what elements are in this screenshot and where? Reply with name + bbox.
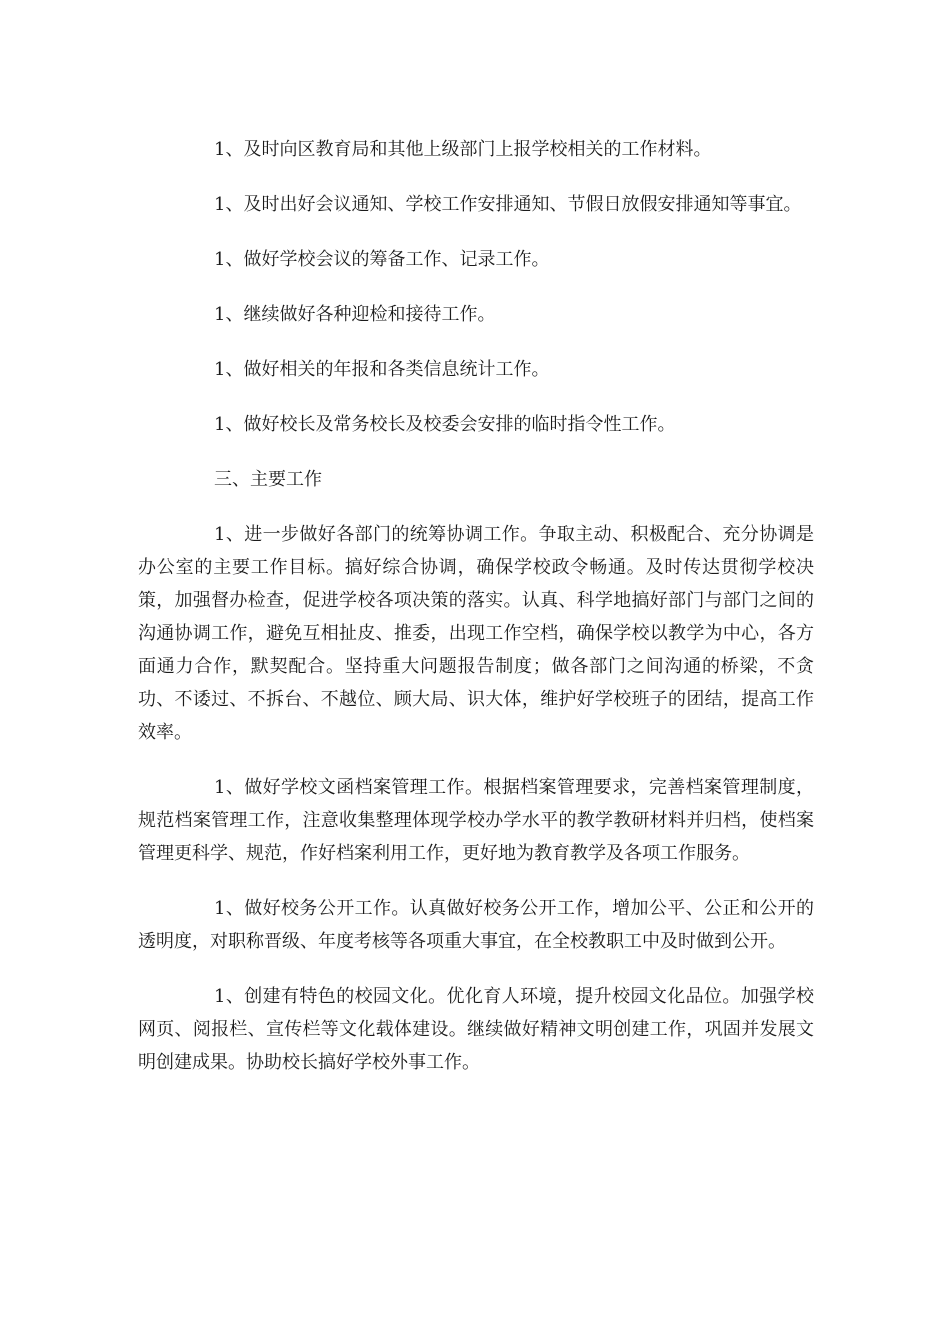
document-body [138,133,814,1079]
paragraph-meeting-preparation: 1、做好学校会议的筹备工作、记录工作。 [214,249,550,270]
paragraph-temporary-tasks: 1、做好校长及常务校长及校委会安排的临时指令性工作。 [214,414,676,435]
paragraph-school-affairs-disclosure: 1、做好校务公开工作。认真做好校务公开工作，增加公平、公正和公开的透明度，对职称晋级、年度考核等各项重大事宜，在全校教职工中及时做到公开。 [138,898,814,952]
paragraph-campus-culture: 1、创建有特色的校园文化。优化育人环境，提升校园文化品位。加强学校网页、阅报栏、宣传栏等文化载体建设。继续做好精神文明创建工作，巩固并发展文明创建成果。协助校长搞好学校外事工作。 [138,986,814,1073]
paragraph-coordination: 1、进一步做好各部门的统筹协调工作。争取主动、积极配合、充分协调是办公室的主要工作目标。搞好综合协调，确保学校政令畅通。及时传达贯彻学校决策，加强督办检查，促进学校各项决策的落实。认真、科学地搞好部门与部门之间的沟通协调工作，避免互相扯皮、推委，出现工作空档，确保学校以教学为中心，各方面通力合作，默契配合。坚持重大问题报告制度；做各部门之间沟通的桥梁，不贪功、不诿过、不拆台、不越位、顾大局、识大体，维护好学校班子的团结，提高工作效率。 [138,524,814,743]
paragraph-report-materials: 1、及时向区教育局和其他上级部门上报学校相关的工作材料。 [214,139,712,160]
section-heading-main-work: 三、主要工作 [214,469,322,490]
paragraph-meeting-notices: 1、及时出好会议通知、学校工作安排通知、节假日放假安排通知等事宜。 [214,194,802,215]
paragraph-archive-management: 1、做好学校文函档案管理工作。根据档案管理要求，完善档案管理制度，规范档案管理工作，注意收集整理体现学校办学水平的教学教研材料并归档，使档案管理更科学、规范，作好档案利用工作，更好地为教育教学及各项工作服务。 [138,777,814,864]
paragraph-inspection-reception: 1、继续做好各种迎检和接待工作。 [214,304,496,325]
paragraph-statistics: 1、做好相关的年报和各类信息统计工作。 [214,359,550,380]
